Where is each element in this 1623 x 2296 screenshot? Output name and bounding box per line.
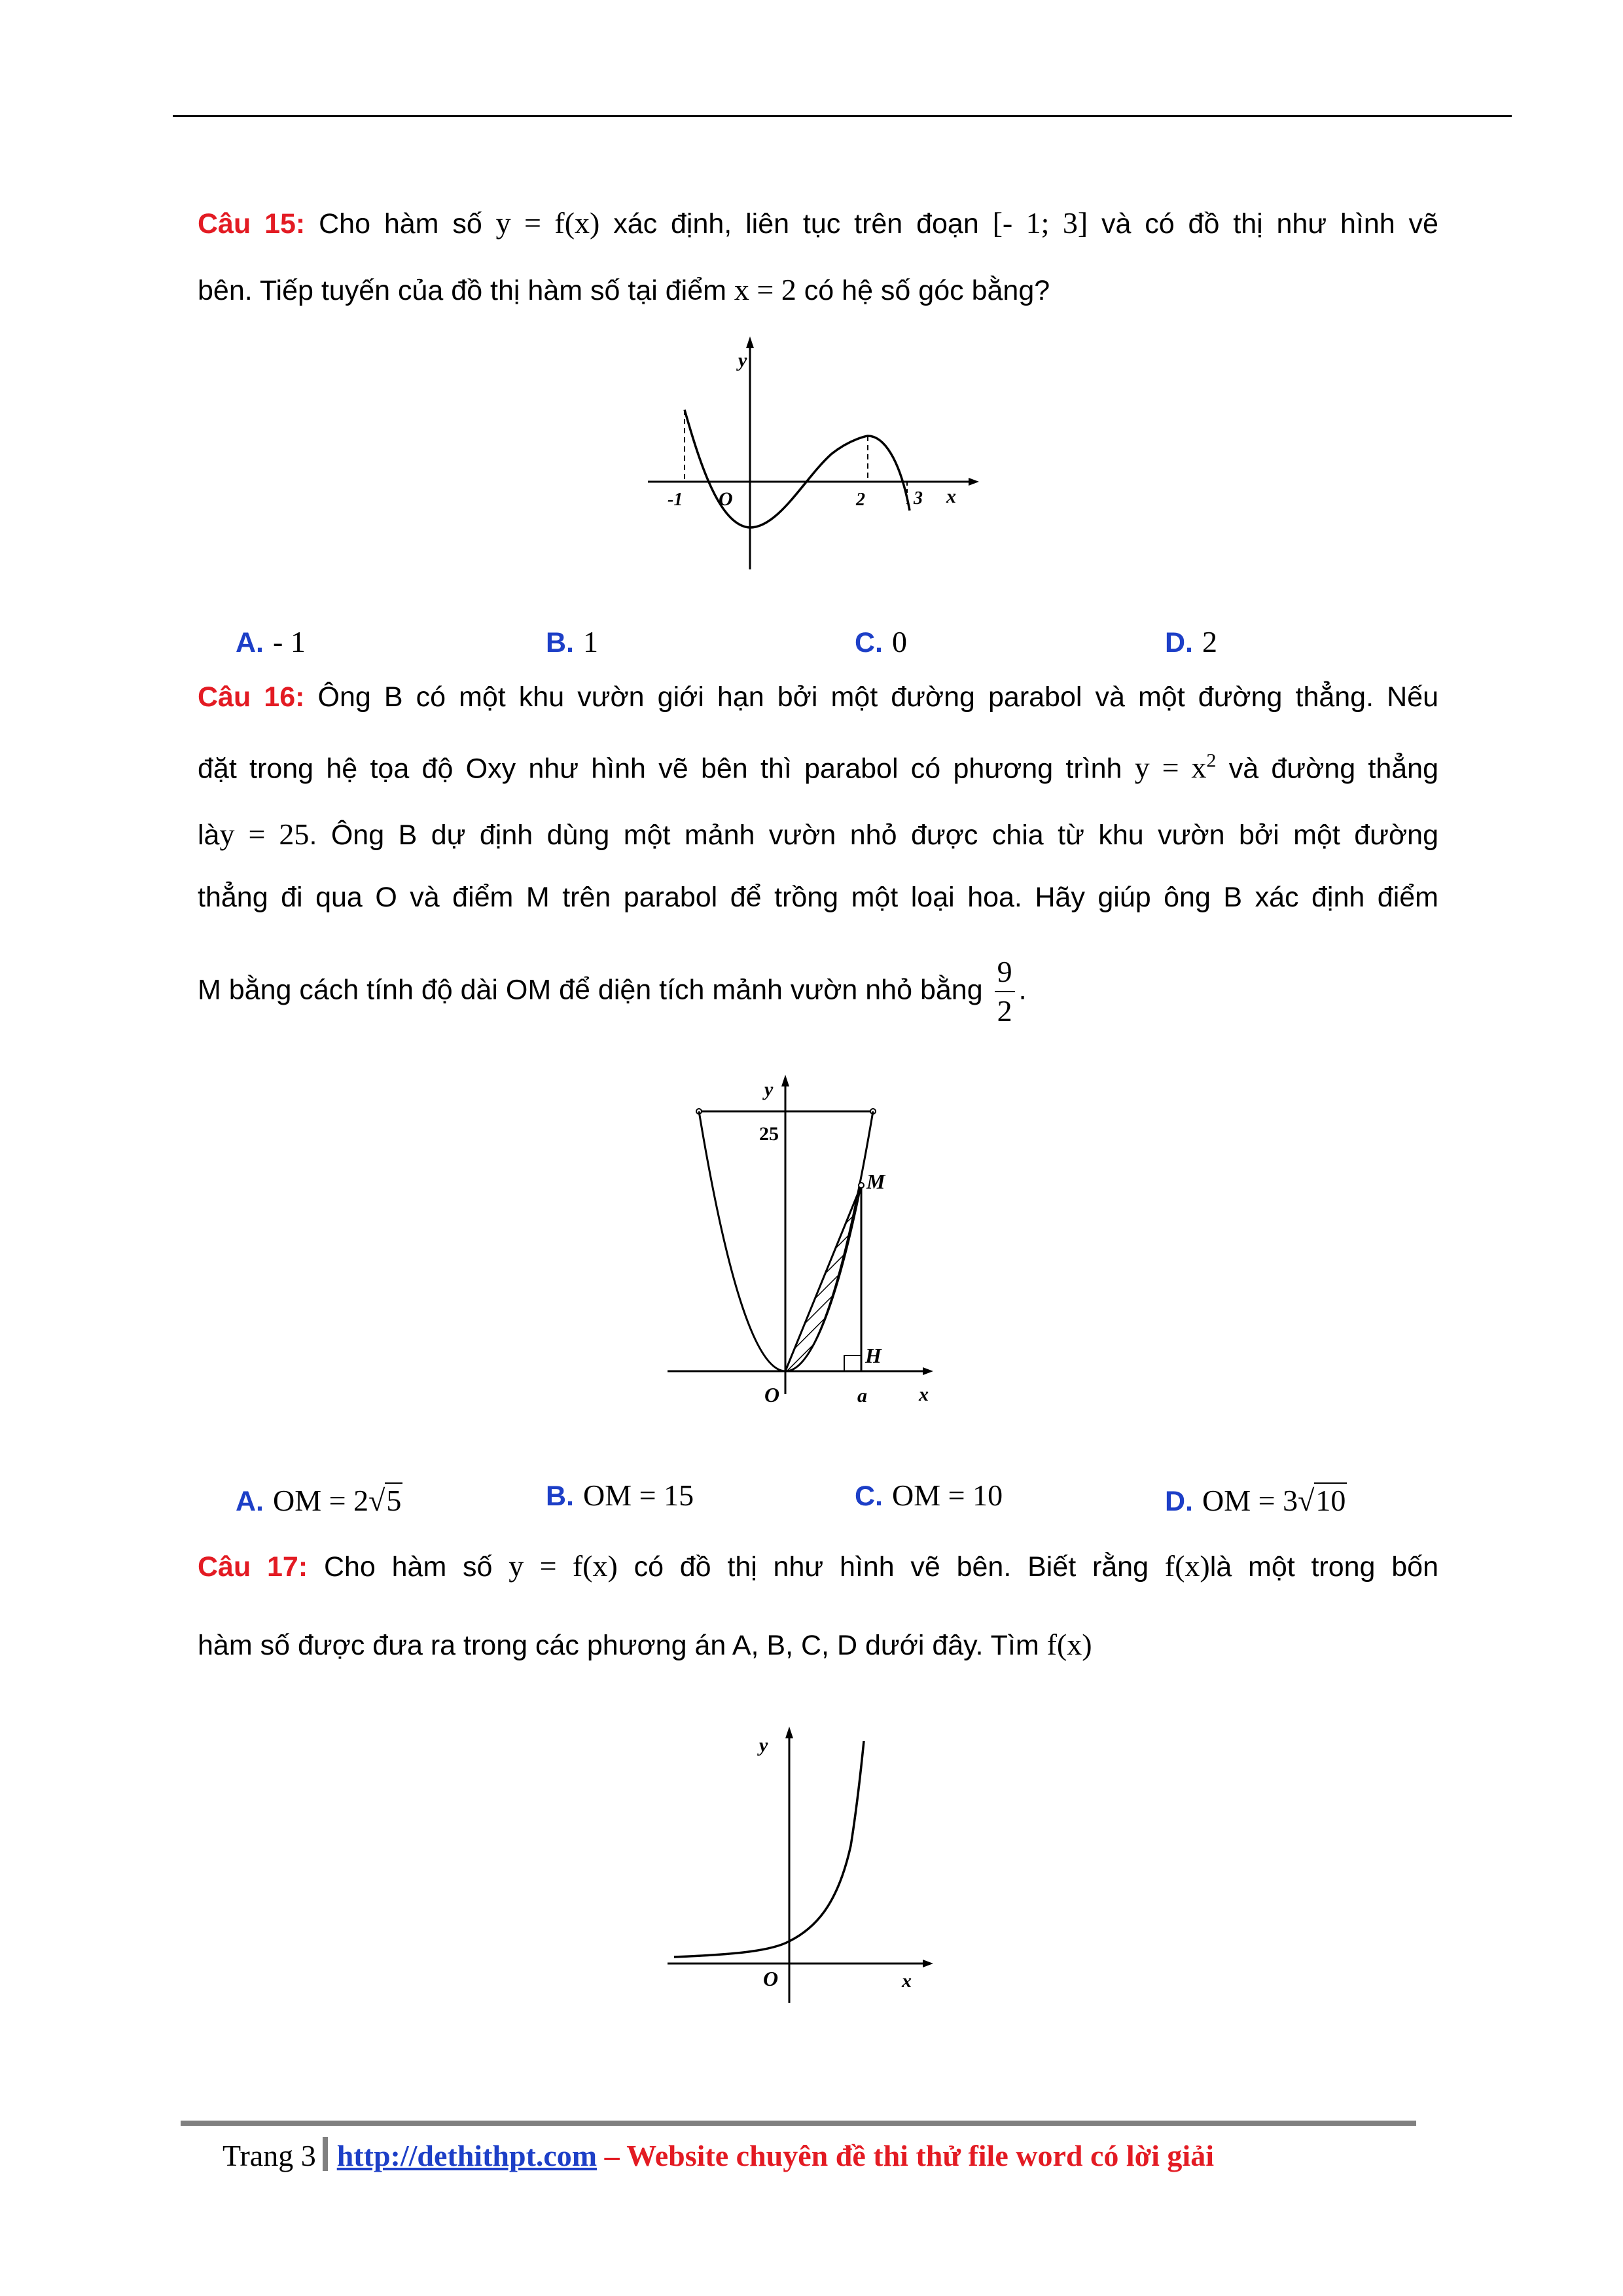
q15-y-label: y <box>738 350 747 371</box>
footer-link[interactable]: http://dethithpt.com <box>336 2139 597 2172</box>
q17-exp-curve <box>674 1741 864 1957</box>
q16-line-2: đặt trong hệ tọa độ Oxy như hình vẽ bên thì parabol có phương trình $y = x^2$ và đường thẳng <box>198 750 1439 785</box>
q15-option-b[interactable]: B. 1 <box>546 625 598 658</box>
q16-h-label: H <box>865 1344 882 1367</box>
q16-option-d[interactable]: D. OM = 3√10 <box>1165 1484 1346 1517</box>
q16-option-b[interactable]: B. OM = 15 <box>546 1479 694 1512</box>
q15-line-2: bên. Tiếp tuyến của đồ thị hàm số tại điểm x = 2 có hệ số góc bằng? <box>198 273 1050 306</box>
q17-graph <box>661 1721 936 2016</box>
q16-y-label: y <box>764 1079 774 1100</box>
q16-line-4: thẳng đi qua O và điểm M trên parabol để trồng một loại hoa. Hãy giúp ông B xác định điểm <box>198 882 1438 913</box>
q15-tick-3: 3 <box>914 488 923 509</box>
q15-label: Câu 15: <box>198 208 306 240</box>
q17-x-label: x <box>902 1970 912 1992</box>
q15-option-a[interactable]: A. - 1 <box>236 625 306 658</box>
q16-line-5: M bằng cách tính độ dài OM để diện tích mảnh vườn nhỏ bằng $\frac{9}{2}$ . <box>198 955 1027 1028</box>
q15-line-1: Câu 15: Cho hàm số y = f(x) xác định, liên tục trên đoạn [- 1; 3] và có đồ thị như hình vẽ <box>198 206 1438 240</box>
q16-line-3: lày = 25. Ông B dự định dùng một mảnh vườn nhỏ được chia từ khu vườn bởi một đường <box>198 817 1438 851</box>
page-number: Trang 3 <box>223 2139 316 2172</box>
q16-fraction: $\frac{9}{2}$ <box>995 957 1015 1026</box>
q16-label: Câu 16: <box>198 681 305 713</box>
q17-line-2: hàm số được đưa ra trong các phương án A, B, C, D dưới đây. Tìm f(x) <box>198 1628 1092 1661</box>
q17-line-1: Câu 17: Cho hàm số y = f(x) có đồ thị như hình vẽ bên. Biết rằng f(x)là một trong bốn <box>198 1549 1438 1583</box>
q15-x-label: x <box>946 486 956 507</box>
header-rule <box>173 115 1512 117</box>
q15-curve <box>685 410 910 528</box>
footer-rule <box>181 2121 1416 2126</box>
footer-description: – Website chuyên đề thi thử file word có lời giải <box>604 2139 1214 2172</box>
q17-origin-label: O <box>763 1967 779 1990</box>
q15-tick-minus1: -1 <box>668 490 683 510</box>
q16-graph <box>661 1067 949 1420</box>
q16-a-label: a <box>857 1385 867 1407</box>
q15-option-c[interactable]: C. 0 <box>855 625 907 658</box>
footer-separator <box>323 2137 328 2171</box>
q16-origin-label: O <box>764 1383 780 1407</box>
q16-x-label: x <box>919 1384 929 1405</box>
q16-line-1: Câu 16: Ông B có một khu vườn giới hạn bởi một đường parabol và một đường thẳng. Nếu <box>198 681 1438 713</box>
q15-option-d[interactable]: D. 2 <box>1165 625 1217 658</box>
q15-origin-label: O <box>719 488 733 510</box>
q16-m-label: M <box>866 1170 885 1193</box>
q15-graph <box>641 314 982 576</box>
q17-y-label: y <box>759 1734 768 1756</box>
q16-option-a[interactable]: A. OM = 2√5 <box>236 1484 402 1517</box>
q15-tick-2: 2 <box>856 490 865 510</box>
q16-y25-label: 25 <box>759 1123 779 1145</box>
footer <box>223 2137 1214 2173</box>
q16-option-c[interactable]: C. OM = 10 <box>855 1479 1003 1512</box>
q17-label: Câu 17: <box>198 1551 308 1583</box>
